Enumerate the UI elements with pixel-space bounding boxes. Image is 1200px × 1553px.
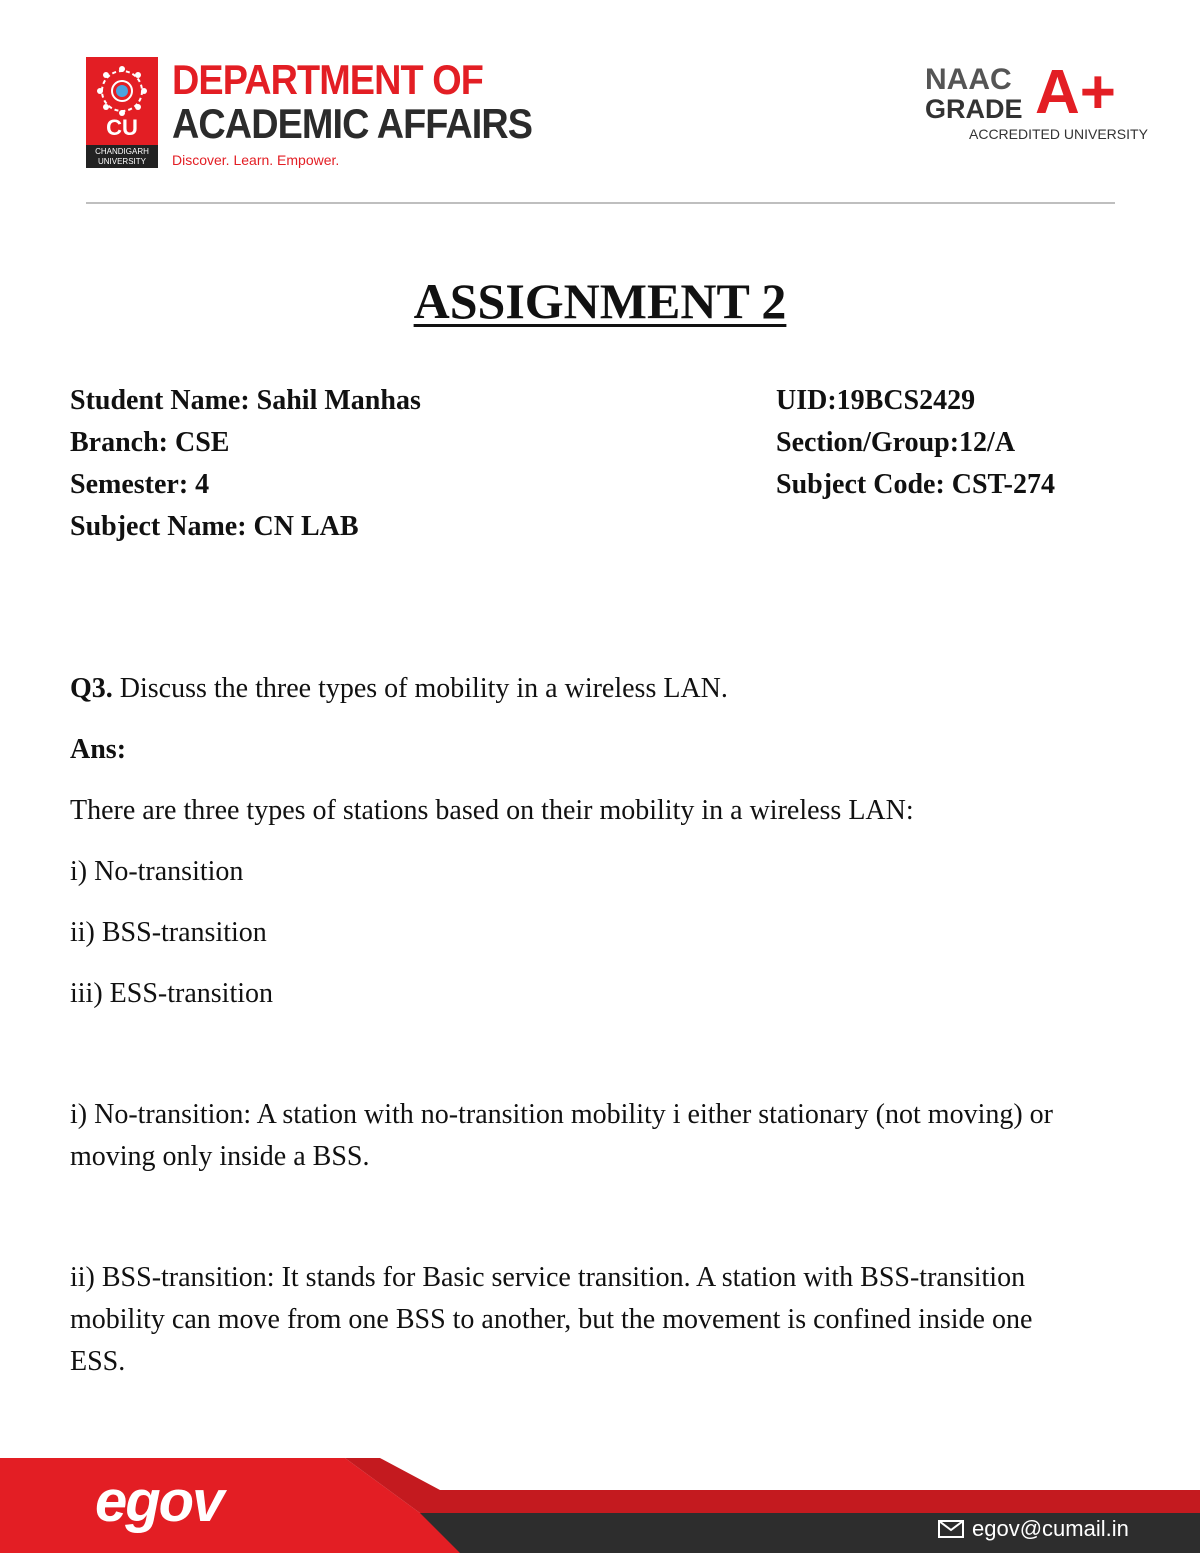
answer-label: Ans:	[70, 734, 127, 765]
page-header	[0, 0, 1200, 210]
page-title: ASSIGNMENT 2	[413, 273, 787, 329]
list-item: iii) ESS-transition	[70, 978, 273, 1009]
cu-logo-text: CU	[106, 115, 138, 140]
student-info-left	[70, 380, 421, 548]
dept-title-line1: DEPARTMENT OF	[172, 56, 483, 103]
naac-accredited: ACCREDITED UNIVERSITY	[969, 126, 1148, 142]
mail-icon	[938, 1520, 964, 1538]
subject-code: Subject Code: CST-274	[776, 469, 1055, 500]
list-item: ii) BSS-transition	[70, 917, 267, 948]
question-body: Discuss the three types of mobility in a wireless LAN.	[112, 673, 728, 704]
student-semester: Semester: 4	[70, 469, 210, 500]
naac-grade-value: A+	[1035, 58, 1116, 127]
answer-intro: There are three types of stations based on their mobility in a wireless LAN:	[70, 795, 914, 826]
egov-logo: egov	[95, 1469, 223, 1534]
student-info-right	[776, 380, 1055, 506]
cu-logo	[86, 57, 158, 168]
subject-name: Subject Name: CN LAB	[70, 511, 359, 542]
naac-badge	[925, 58, 1148, 146]
dept-title-line2: ACADEMIC AFFAIRS	[172, 100, 533, 147]
dept-tagline: Discover. Learn. Empower.	[172, 152, 340, 168]
footer-email[interactable]	[938, 1516, 1129, 1542]
header-divider	[86, 202, 1115, 204]
student-uid: UID:19BCS2429	[776, 385, 976, 416]
detail-paragraph: ii) BSS-transition: It stands for Basic service transition. A station with BSS-transition mobility can move from one BSS to another, but the movement is confined inside one ESS.	[70, 1262, 1033, 1377]
detail-paragraph: i) No-transition: A station with no-transition mobility i either stationary (not moving) or moving only inside a BSS.	[70, 1099, 1053, 1172]
student-name: Student Name: Sahil Manhas	[70, 385, 421, 416]
naac-grade-label: GRADE	[925, 94, 1023, 124]
student-branch: Branch: CSE	[70, 427, 230, 458]
list-item: i) No-transition	[70, 856, 244, 887]
assignment-content	[70, 668, 1070, 1402]
question-text	[70, 668, 1070, 710]
question-label: Q3.	[70, 673, 113, 704]
cu-emblem-icon	[94, 63, 150, 119]
cu-logo-university: CHANDIGARH UNIVERSITY	[86, 145, 158, 168]
student-section: Section/Group:12/A	[776, 427, 1016, 458]
naac-label: NAAC	[925, 63, 1012, 96]
footer-email-text: egov@cumail.in	[972, 1516, 1129, 1541]
